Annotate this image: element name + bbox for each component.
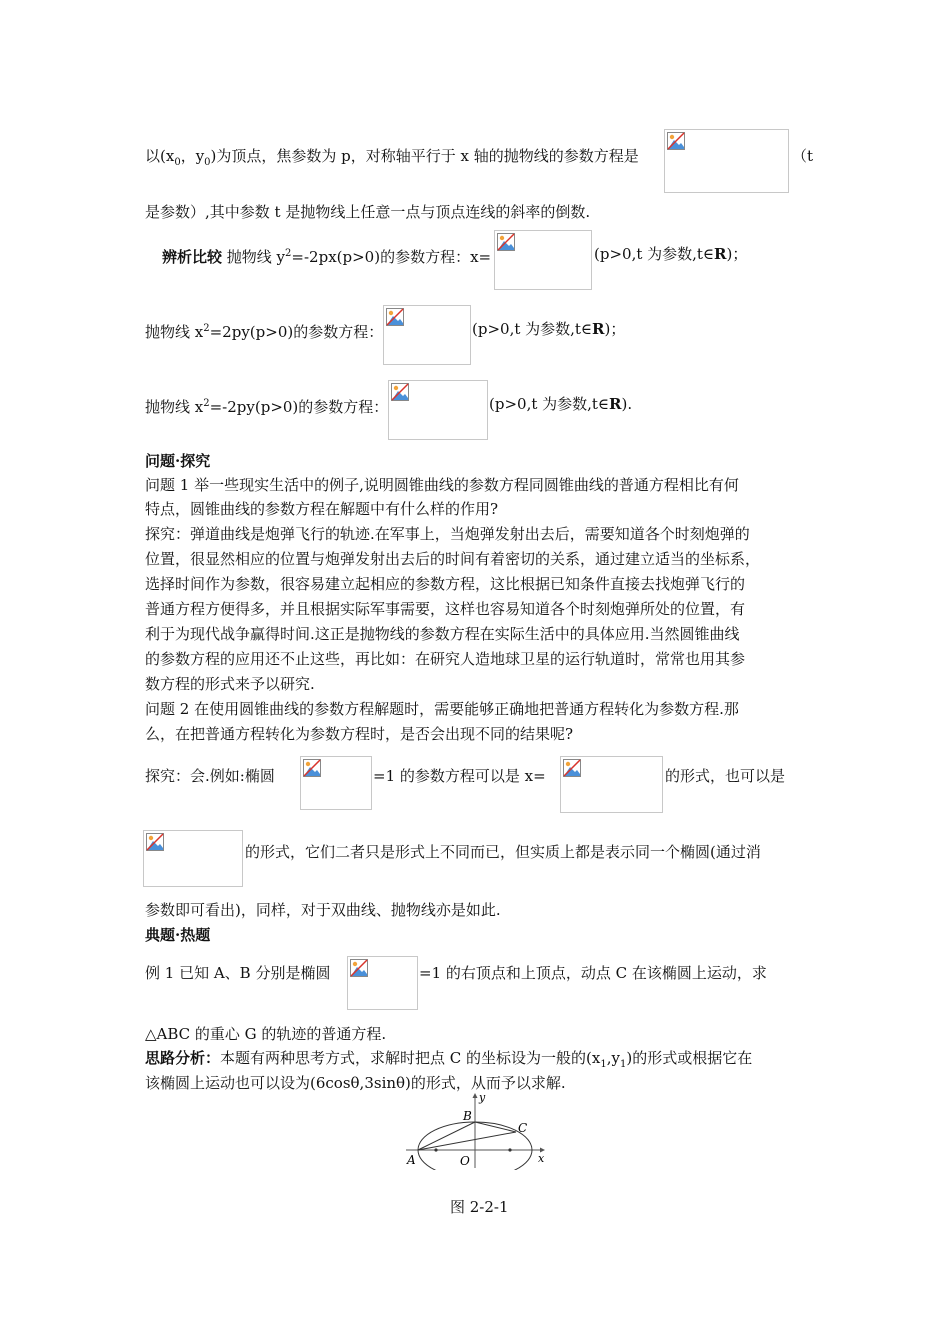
focus-point <box>508 1148 511 1151</box>
example-1-line: △ABC 的重心 G 的轨迹的普通方程. <box>145 1025 387 1043</box>
analysis-line-1: 思路分析：本题有两种思考方式，求解时把点 C 的坐标设为一般的$(x_1,y_1)$的形式或根据它在 <box>145 1049 753 1070</box>
formula-image <box>143 830 243 887</box>
label-x: x <box>538 1152 545 1165</box>
intro-line-1-tail: （t <box>792 147 814 165</box>
analysis-label: 思路分析： <box>145 1049 221 1067</box>
formula-image <box>664 129 789 193</box>
label-C: C <box>518 1121 528 1135</box>
formula-image <box>347 956 418 1010</box>
compare-line-3: 抛物线 $x^2=-2py(p>0)$的参数方程： <box>145 398 389 416</box>
question-2-line: 么，在把普通方程转化为参数方程时，是否会出现不同的结果呢? <box>145 725 574 743</box>
image-placeholder-icon <box>563 759 581 777</box>
example-1-line: 例 1 已知 A、B 分别是椭圆 <box>145 964 331 982</box>
image-placeholder-icon <box>667 132 685 150</box>
segment-AC <box>418 1132 516 1150</box>
compare-line-1-tail: (p>0,t 为参数,t∈R)； <box>594 245 748 263</box>
answer-2-line: 探究：会.例如:椭圆 <box>145 767 275 785</box>
label-A: A <box>407 1153 416 1167</box>
question-2-line: 问题 2 在使用圆锥曲线的参数方程解题时，需要能够正确地把普通方程转化为参数方程.那 <box>145 700 739 718</box>
segment-AB <box>418 1122 475 1150</box>
label-y: y <box>479 1091 486 1104</box>
focus-point <box>434 1148 437 1151</box>
formula-image <box>383 305 471 365</box>
compare-heading: 辨析比较 <box>162 248 223 266</box>
formula-image <box>494 230 592 290</box>
formula-image <box>560 756 663 813</box>
answer-1-line: 的参数方程的应用还不止这些，再比如：在研究人造地球卫星的运行轨道时，常常也用其参 <box>145 650 746 668</box>
compare-line-2-tail: (p>0,t 为参数,t∈R)； <box>472 320 626 338</box>
compare-line-2: 抛物线 $x^2=2py(p>0)$的参数方程： <box>145 323 384 341</box>
image-placeholder-icon <box>391 383 409 401</box>
label-B: B <box>463 1109 472 1123</box>
label-O: O <box>460 1154 470 1168</box>
image-placeholder-icon <box>350 959 368 977</box>
ellipse-figure <box>400 1090 550 1170</box>
y-axis-arrow <box>473 1093 478 1098</box>
answer-1-line: 位置，很显然相应的位置与炮弹发射出去后的时间有着密切的关系，通过建立适当的坐标系， <box>145 550 761 568</box>
compare-line-1: 辨析比较 抛物线 $y^2=-2px(p>0)$的参数方程：x= <box>162 248 492 266</box>
image-placeholder-icon <box>386 308 404 326</box>
compare-line-3-tail: (p>0,t 为参数,t∈R). <box>489 395 633 413</box>
intro-line-2: 是参数）,其中参数 t 是抛物线上任意一点与顶点连线的斜率的倒数. <box>145 203 591 221</box>
example-heading: 典题·热题 <box>145 926 211 944</box>
formula-image <box>300 756 372 810</box>
image-placeholder-icon <box>146 833 164 851</box>
answer-2-line: 的形式，也可以是 <box>665 767 786 785</box>
answer-1-line: 利于为现代战争赢得时间.这正是抛物线的参数方程在实际生活中的具体应用.当然圆锥曲线 <box>145 625 740 643</box>
image-placeholder-icon <box>497 233 515 251</box>
question-1-line: 特点，圆锥曲线的参数方程在解题中有什么样的作用? <box>145 500 499 518</box>
example-1-line: =1 的右顶点和上顶点，动点 C 在该椭圆上运动，求 <box>419 964 767 982</box>
answer-2-line: =1 的参数方程可以是 x= <box>373 767 546 785</box>
analysis-line-2: 该椭圆上运动也可以设为(6cosθ,3sinθ)的形式，从而予以求解. <box>145 1074 566 1092</box>
answer-1-line: 选择时间作为参数，很容易建立起相应的参数方程，这比根据已知条件直接去找炮弹飞行的 <box>145 575 746 593</box>
answer-1-line: 普通方程方便得多，并且根据实际军事需要，这样也容易知道各个时刻炮弹所处的位置，有 <box>145 600 746 618</box>
image-placeholder-icon <box>303 759 321 777</box>
intro-line-1: 以($x_0$，$y_0$)为顶点，焦参数为 p，对称轴平行于 x 轴的抛物线的参数方程是 <box>145 147 639 168</box>
explore-heading: 问题·探究 <box>145 452 211 470</box>
figure-caption: 图 2-2-1 <box>450 1198 509 1216</box>
answer-1-line: 数方程的形式来予以研究. <box>145 675 315 693</box>
answer-1-line: 探究：弹道曲线是炮弹飞行的轨迹.在军事上，当炮弹发射出去后，需要知道各个时刻炮弹的 <box>145 525 750 543</box>
answer-2-line: 参数即可看出)，同样，对于双曲线、抛物线亦是如此. <box>145 901 501 919</box>
answer-2-line: 的形式，它们二者只是形式上不同而已，但实质上都是表示同一个椭圆(通过消 <box>245 843 761 861</box>
formula-image <box>388 380 488 440</box>
question-1-line: 问题 1 举一些现实生活中的例子,说明圆锥曲线的参数方程同圆锥曲线的普通方程相比有何 <box>145 476 739 494</box>
